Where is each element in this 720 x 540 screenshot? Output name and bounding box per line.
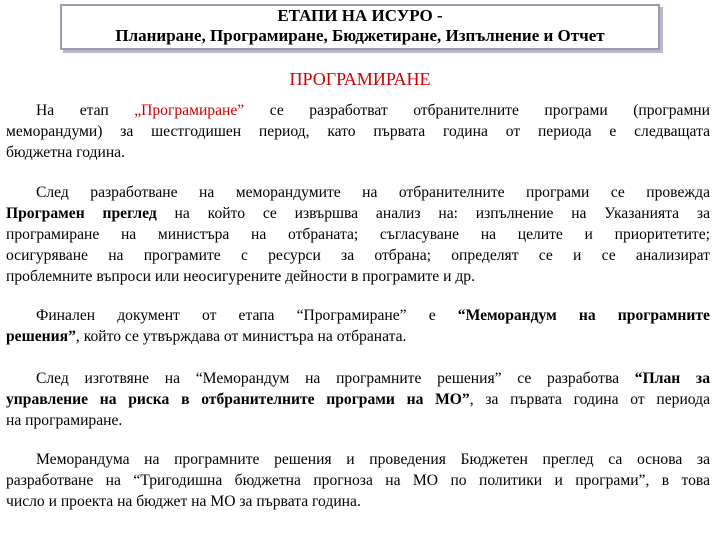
p3-line2-rest: , който се утвърждава от министъра на отбраната. [75, 328, 407, 345]
p1-quote: „Програмиране” [134, 102, 245, 119]
p2-line2-rest: на който се извършва анализ на: изпълнение на Указанията за [156, 205, 710, 222]
paragraph-2-line-3: програмиране на министъра на отбраната; съгласуване на целите и приоритетите; [6, 226, 710, 243]
p4-plan-term: “План за [634, 370, 710, 387]
paragraph-2-line-5: проблемните въпроси или неосигурените дейности в програмите и др. [6, 268, 475, 285]
paragraph-5 [6, 449, 710, 512]
paragraph-2 [6, 182, 710, 287]
paragraph-1-line-1 [6, 100, 710, 121]
p1-text-b: се разработват отбранителните програми (програмни [244, 102, 710, 119]
paragraph-4-line-3: на програмиране. [6, 412, 123, 429]
paragraph-3-line-1 [6, 305, 710, 326]
paragraph-1-line-3: бюджетна година. [6, 144, 125, 161]
program-review-term: Програмен преглед [6, 205, 157, 222]
paragraph-3-line-2 [6, 326, 710, 347]
paragraph-3 [6, 305, 710, 347]
p3-memo-term: “Меморандум на програмните [457, 307, 710, 324]
p1-text-a: На етап [36, 102, 135, 119]
slide-title-line2: Планиране, Програмиране, Бюджетиране, Изпълнение и Отчет [115, 26, 605, 45]
p4-plan-term-end: управление на риска в отбранителните програми на МО” [6, 391, 470, 408]
paragraph-4-line-2 [6, 389, 710, 410]
p3-memo-term-end: решения” [6, 328, 76, 345]
paragraph-2-line-2 [6, 203, 710, 224]
paragraph-5-line-2: разработване на “Тригодишна бюджетна прогноза на МО по политики и програми”, в това [6, 472, 710, 489]
p4-line1-text: След изготвяне на “Меморандум на програмните решения” се разработва [36, 370, 635, 387]
paragraph-5-line-3: число и проекта на бюджет на МО за първата година. [6, 493, 361, 510]
slide-title-box [60, 4, 660, 50]
p4-line2-rest: , за първата година от периода [469, 391, 710, 408]
paragraph-1-line-2: меморандуми) за шестгодишен период, като първата година от периода е следващата [6, 123, 710, 140]
paragraph-5-line-1: Меморандума на програмните решения и проведения Бюджетен преглед са основа за [36, 451, 710, 468]
paragraph-1 [6, 100, 710, 163]
section-heading: ПРОГРАМИРАНЕ [289, 69, 431, 89]
paragraph-4-line-1 [6, 368, 710, 389]
paragraph-4 [6, 368, 710, 431]
paragraph-2-line-1: След разработване на меморандумите на отбранителните програми се провежда [36, 184, 710, 201]
p3-line1-text: Финален документ от етапа “Програмиране” е [36, 307, 458, 324]
paragraph-2-line-4: осигуряване на програмите с ресурси за отбрана; определят се и се анализират [6, 247, 710, 264]
slide-title-line1: ЕТАПИ НА ИСУРО - [277, 6, 443, 25]
